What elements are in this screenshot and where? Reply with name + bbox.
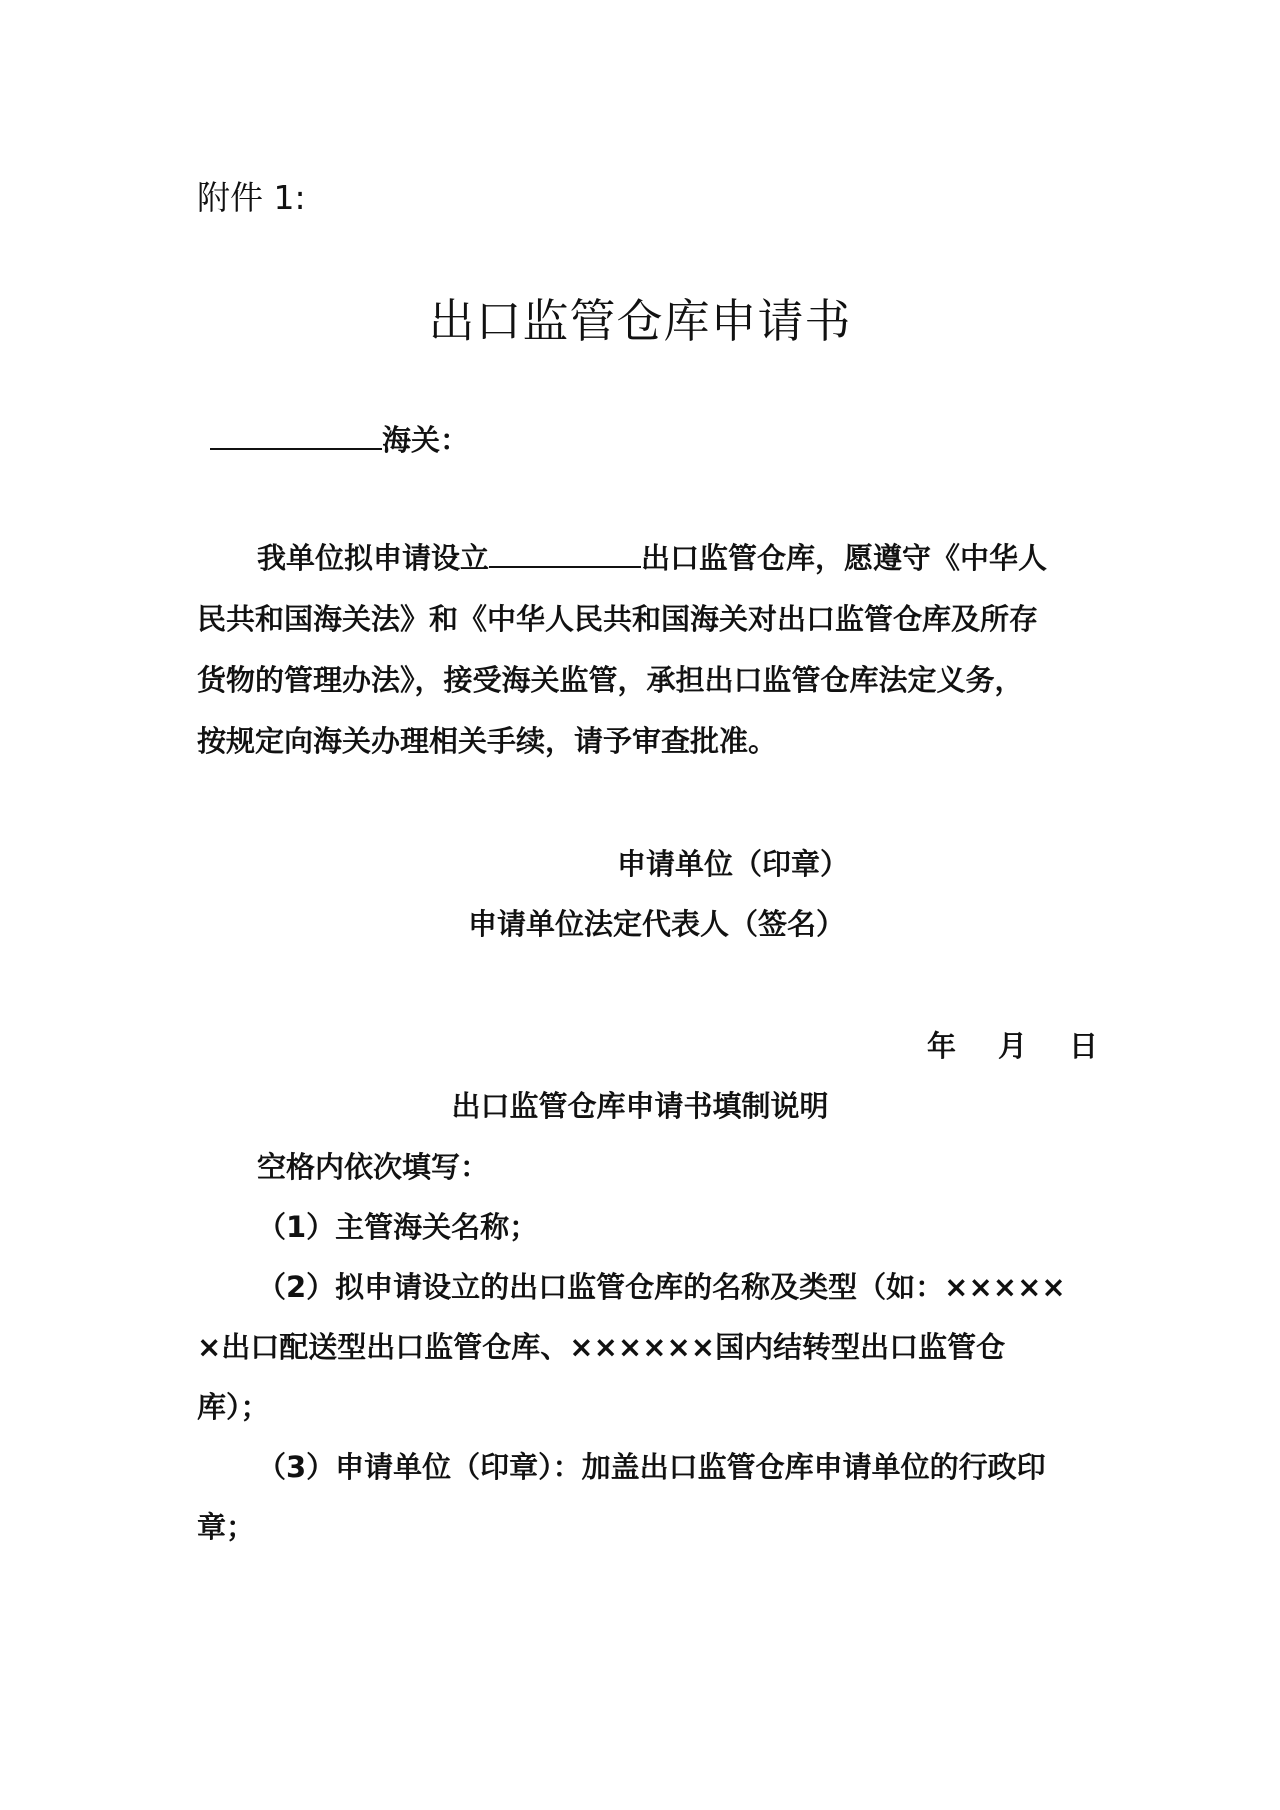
notes-title: 出口监管仓库申请书填制说明 — [451, 1089, 829, 1123]
legal-representative-label: 申请单位法定代表人（签名） — [468, 907, 846, 941]
notes-item-3-line-2: 章； — [197, 1510, 256, 1544]
addressee-suffix: 海关： — [382, 423, 470, 457]
warehouse-name-blank — [489, 565, 641, 568]
body-line-1 — [257, 536, 1047, 577]
date-year: 年 — [927, 1029, 957, 1063]
body-line-1-a: 我单位拟申请设立 — [257, 541, 490, 575]
notes-item-3-line-1: （3）申请单位（印章）：加盖出口监管仓库申请单位的行政印 — [257, 1450, 1046, 1484]
attachment-label: 附件 1: — [197, 178, 306, 217]
notes-item-2-line-2: ×出口配送型出口监管仓库、××××××国内结转型出口监管仓 — [197, 1330, 1006, 1364]
body-line-4: 按规定向海关办理相关手续，请予审查批准。 — [197, 724, 778, 758]
date-day: 日 — [1069, 1029, 1099, 1063]
body-line-3: 货物的管理办法》，接受海关监管，承担出口监管仓库法定义务， — [197, 663, 1024, 697]
customs-name-blank — [210, 447, 382, 450]
notes-intro: 空格内依次填写： — [257, 1150, 490, 1184]
notes-item-2-line-3: 库）； — [197, 1390, 270, 1424]
addressee-line — [210, 418, 469, 459]
body-line-1-b: 出口监管仓库，愿遵守《中华人 — [641, 541, 1048, 575]
notes-item-1: （1）主管海关名称； — [257, 1210, 539, 1244]
date-month: 月 — [998, 1029, 1028, 1063]
body-line-2: 民共和国海关法》和《中华人民共和国海关对出口监管仓库及所存 — [197, 602, 1039, 636]
date-line — [927, 1024, 1098, 1065]
notes-item-2-line-1: （2）拟申请设立的出口监管仓库的名称及类型（如：××××× — [257, 1270, 1066, 1304]
document-title: 出口监管仓库申请书 — [428, 294, 852, 348]
applicant-seal-label: 申请单位（印章） — [617, 847, 850, 881]
